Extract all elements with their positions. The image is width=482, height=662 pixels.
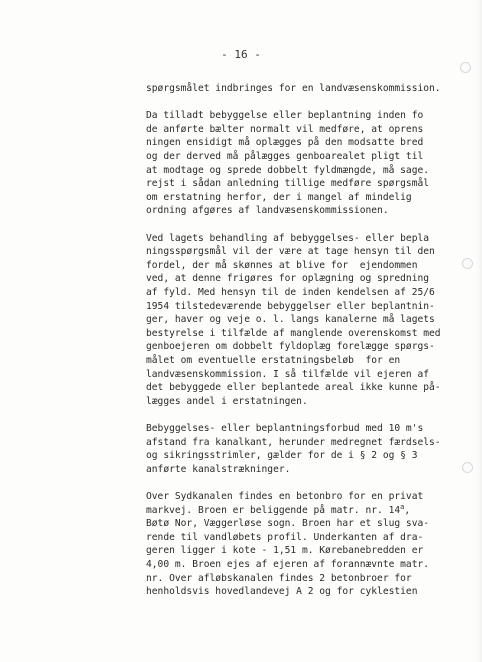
text-line: afstand fra kanalkant, herunder medregnet færdsels- <box>146 436 441 448</box>
text-line: 1954 tilstedeværende bebyggelser eller beplantnin- <box>146 300 435 312</box>
text-line: rejst i sådan anledning tillige medføre spørgsmål <box>146 178 430 190</box>
superscript-letter: a <box>400 502 405 511</box>
text-line: bestyrelse i tilfælde af manglende overenskomst med <box>146 327 441 339</box>
text-line: fordel, der må skønnes at blive for ejendommen <box>146 259 418 271</box>
text-line: markvej. Broen er beliggende på matr. nr. 14$^a$, <box>146 502 411 516</box>
text-line: målet om eventuelle erstatningsbeløb for en <box>146 355 401 366</box>
punch-hole-mark <box>462 462 473 473</box>
text-line: rende til vandløbets profil. Underkanten af dra- <box>146 531 424 543</box>
text-line: Over Sydkanalen findes en betonbro for en privat <box>146 491 424 502</box>
text-line: landvæsenskommission. I så tilfælde vil ejeren af <box>146 368 430 380</box>
text-line: ordning afgøres af landvæsenskommissionen. <box>146 205 389 217</box>
text-line: nr. Over afløbskanalen findes 2 betonbroer for <box>146 572 412 584</box>
page-edge-shadow <box>476 0 482 662</box>
text-line: om erstatning herfor, der i mangel af mindelig <box>146 191 412 203</box>
text-line: 4,00 m. Broen ejes af ejeren af forannævnte matr. <box>146 559 430 570</box>
text-line: og sikringsstrimler, gælder for de i § 2 og § 3 <box>146 450 418 462</box>
text-line: ningen ensidigt må oplægges på den modsatte bred <box>146 137 424 149</box>
text-line: genboejeren om dobbelt fyldoplæg forelægge spørgs- <box>146 341 435 353</box>
text-line: ved, at denne frigøres for oplægning og spredning <box>146 273 430 285</box>
text-line: Bebyggelses- eller beplantningsforbud med 10 m's <box>146 423 424 434</box>
text-line: henholdsvis hovedlandevej A 2 og for cyklestien <box>146 586 418 598</box>
text-line: Bøtø Nor, Væggerløse sogn. Broen har et slug sva- <box>146 518 430 530</box>
text-line: af fyld. Med hensyn til de inden kendelsen af 25/6 <box>146 287 435 298</box>
text-line: at modtage og sprede dobbelt fyldmængde, må sage. <box>146 164 430 176</box>
text-line: ningsspørgsmål vil der være at tage hensyn til den <box>146 246 435 258</box>
text-line: det bebyggede eller beplantede areal ikke kunne på- <box>146 382 441 394</box>
punch-hole-mark <box>462 258 473 269</box>
text-line: ger, haver og veje o. l. langs kanalerne må lagets <box>146 314 435 326</box>
text-line: de anførte bælter normalt vil medføre, at oprens <box>146 123 424 135</box>
text-line: og der derved må pålægges genboarealet pligt til <box>146 151 424 162</box>
page-number: - 16 - <box>221 48 261 61</box>
punch-hole-mark <box>460 62 471 73</box>
text-line: spørgsmålet indbringes for en landvæsenskommission. <box>146 83 441 94</box>
text-line: Ved lagets behandling af bebyggelses- eller bepla <box>146 232 430 244</box>
text-line: geren ligger i kote - 1,51 m. Kørebanebredden er <box>146 545 424 557</box>
text-line: lægges andel i erstatningen. <box>146 395 308 407</box>
text-line: Da tilladt bebyggelse eller beplantning inden fo <box>146 110 424 122</box>
text-line: anførte kanalstrækninger. <box>146 463 291 475</box>
